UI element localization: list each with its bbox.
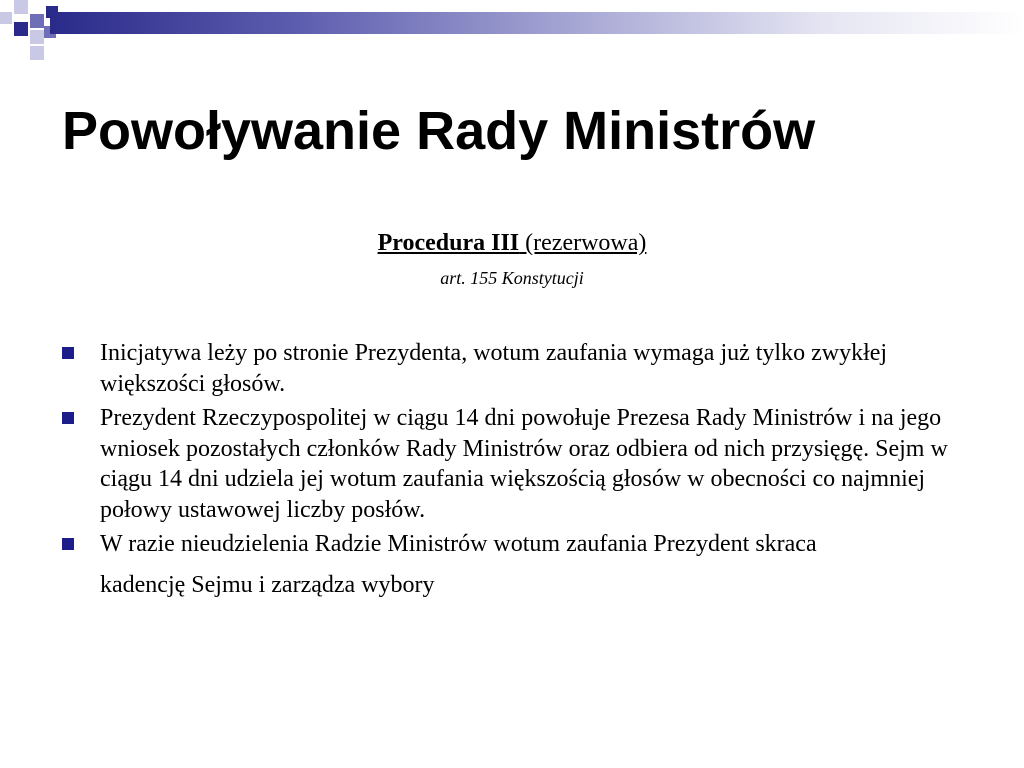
- decor-square-1: [14, 0, 28, 14]
- bullet-item-3: [62, 529, 982, 600]
- bullet-square-icon: [62, 347, 74, 359]
- procedure-qualifier: (rezerwowa): [519, 230, 647, 256]
- bullet-list: [62, 338, 982, 604]
- decor-square-6: [0, 12, 12, 24]
- slide-title: Powoływanie Rady Ministrów: [62, 101, 816, 161]
- bullet-item-2: [62, 403, 982, 525]
- bullet-square-icon: [62, 412, 74, 424]
- procedure-heading-underlined: [378, 230, 647, 256]
- bullet-item-1: [62, 338, 982, 399]
- bullet-square-icon: [62, 538, 74, 550]
- procedure-name: Procedura III: [377, 230, 520, 256]
- bullet-text-3: W razie nieudzielenia Radzie Ministrów wotum zaufania Prezydent skraca: [100, 531, 817, 557]
- bullet-text-3-continuation: kadencję Sejmu i zarządza wybory: [100, 571, 435, 598]
- decor-square-4: [30, 30, 44, 44]
- article-reference: art. 155 Konstytucji: [440, 268, 584, 288]
- bullet-text-2: Prezydent Rzeczypospolitej w ciągu 14 dni powołuje Prezesa Rady Ministrów i na jego wniosek pozostałych członków Rady Ministrów oraz odbiera od nich przysięgę. Sejm w ciągu 14 dni udziela jej wotum zaufania większością głosów w obecności co najmniej połowy ustawowej liczby posłów.: [100, 405, 948, 523]
- bullet-text-1: Inicjatywa leży po stronie Prezydenta, wotum zaufania wymaga już tylko zwykłej większości głosów.: [100, 340, 888, 397]
- decor-square-8: [30, 46, 44, 60]
- procedure-heading: [0, 228, 1024, 258]
- decor-square-2: [30, 14, 44, 28]
- header-gradient-band: [50, 12, 1024, 34]
- decor-square-3: [14, 22, 28, 36]
